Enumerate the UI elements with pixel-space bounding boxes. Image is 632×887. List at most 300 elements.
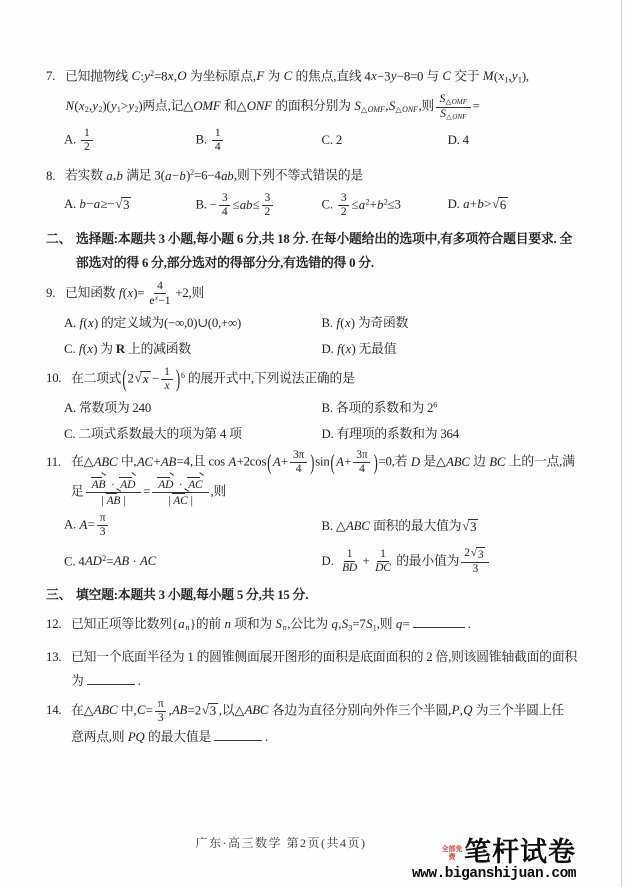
option-cell [64, 197, 196, 214]
fraction [212, 127, 224, 154]
text-run: . [137, 674, 141, 689]
question-12-line-1 [46, 612, 612, 641]
option-cell [322, 338, 612, 357]
math-variable: ONF [452, 112, 467, 121]
text-run: B. [321, 316, 336, 331]
text-run: 为坐标原点, [186, 69, 256, 84]
text-run: −8=0 与 [396, 69, 442, 84]
text-run: )两点,记△ [138, 99, 193, 114]
option-cell [64, 338, 322, 357]
text-run: D. 有理项的系数和为 364 [321, 427, 459, 442]
math-variable: q [395, 616, 403, 631]
math-variable: OMF [193, 99, 221, 114]
question-11-line-1 [46, 449, 612, 476]
math-variable: PQ [127, 730, 145, 745]
math-variable: S [366, 616, 373, 631]
text-run: , [173, 69, 177, 84]
text-run: 3 [264, 192, 271, 205]
text-run: D. [321, 342, 337, 357]
math-variable: A [272, 454, 281, 469]
numerator [344, 548, 356, 562]
text-run: △ [446, 112, 452, 121]
text-run: , [508, 69, 512, 84]
question-number: 9. [46, 285, 56, 300]
superscript [433, 401, 437, 410]
numerator [262, 192, 274, 206]
text-run: 1 [116, 105, 121, 115]
radical-sign-icon: √ [470, 546, 477, 559]
text-run: 3 [221, 192, 228, 205]
options-9-row-1 [46, 312, 612, 331]
question-11-line-2 [71, 477, 612, 508]
text-run: 已知抛物线 [65, 69, 131, 84]
text-run: B. 各项的系数和为 2 [321, 401, 434, 416]
option-cell [196, 127, 322, 154]
text-run: C. 2 [321, 133, 343, 148]
text-run: 3 [123, 198, 130, 213]
numerator [219, 192, 231, 206]
math-variable: ab [221, 168, 234, 183]
fraction [155, 698, 167, 725]
text-run: ) 为 [93, 342, 116, 357]
text-run: 为三个半圆上任 [472, 703, 564, 718]
numerator [154, 280, 166, 294]
text-run: +2cos [236, 454, 267, 469]
text-run: 上的一点,满 [505, 454, 575, 469]
question-13-line-2 [71, 669, 612, 694]
math-variable: b [477, 197, 484, 212]
math-variable: x [345, 342, 351, 357]
text-run: +2,则 [175, 285, 205, 300]
radicand [121, 197, 131, 214]
text-run: 上的减函数 [124, 342, 191, 357]
math-variable: a [93, 197, 100, 212]
text-run: 在△ [71, 703, 94, 718]
text-run: 的最小值为 [396, 553, 460, 568]
math-variable: x [154, 293, 158, 302]
watermark [411, 836, 576, 882]
numerator [155, 698, 167, 712]
text-run: 6 [499, 198, 507, 213]
text-run: − [171, 168, 179, 183]
text-run: B. [195, 132, 210, 147]
text-run: 3 [340, 192, 347, 205]
text-run: 2 [365, 197, 370, 207]
text-run: 1 [164, 365, 170, 378]
question-8-line-1 [46, 161, 612, 188]
text-run: 2 [84, 105, 89, 115]
question-number: 11. [46, 454, 61, 469]
text-run: 3 [348, 623, 353, 633]
text-run: ( [493, 69, 498, 84]
fraction [353, 449, 370, 476]
numerator [212, 127, 224, 141]
math-variable: BC [489, 454, 506, 469]
option-cell [64, 512, 322, 539]
math-variable: a [358, 197, 365, 212]
text-run: 6 [180, 371, 185, 381]
text-run: ( [340, 316, 345, 331]
text-run: = [472, 99, 480, 114]
text-run: 1 [84, 126, 90, 139]
math-variable: x [78, 99, 85, 114]
numerator [161, 366, 173, 380]
math-variable: f [337, 342, 341, 357]
vector: AD [158, 478, 174, 491]
option-cell [64, 423, 322, 442]
text-run: = [87, 517, 95, 532]
fraction [219, 192, 231, 219]
denominator [262, 206, 274, 219]
footer-text: 广东·高三数学 第2页(共4页) [195, 836, 367, 850]
fraction [152, 477, 208, 508]
text-run: ( [122, 285, 127, 300]
text-run: · [129, 554, 140, 569]
text-run: ,以△ [218, 703, 245, 718]
math-variable: x [344, 316, 351, 331]
text-run: ) 的定义域为(−∞,0)∪(0,+∞) [93, 316, 242, 331]
text-run: , [88, 99, 92, 114]
math-variable: OMF [367, 105, 385, 115]
text-run: 的最大值是 [145, 730, 212, 745]
text-run: 1 [504, 75, 509, 85]
fraction [86, 477, 142, 508]
math-variable: x [87, 316, 94, 331]
big-paren: ( [330, 450, 335, 475]
math-variable: M [482, 69, 494, 84]
text-run: > [484, 197, 492, 212]
denominator [293, 463, 305, 476]
fraction [81, 127, 93, 154]
text-run: ≤ [232, 197, 240, 212]
text-run: 交于 [451, 69, 483, 84]
question-7-line-1 [46, 62, 612, 93]
square-root [115, 197, 131, 214]
text-run: , [385, 99, 389, 114]
text-run: = [402, 616, 410, 631]
text-run: ,则 [210, 484, 227, 499]
numerator [152, 477, 208, 493]
text-run: + [469, 197, 477, 212]
section-2-header-line-1 [46, 227, 612, 252]
math-variable: A [228, 454, 237, 469]
text-run: ≤ [351, 197, 359, 212]
vector: AB [91, 478, 106, 491]
fraction [372, 548, 395, 575]
option-cell [196, 192, 322, 219]
fraction [262, 192, 274, 219]
question-9 [46, 280, 612, 308]
text-run: · [108, 478, 118, 491]
text-run: = [145, 703, 153, 718]
text-run: 已知一个底面半径为 1 的圆锥侧面展开图形的面积是底面面积的 2 倍,则该圆锥轴截面的面积 [71, 649, 578, 664]
question-13 [46, 645, 612, 694]
option-cell [64, 554, 322, 569]
math-variable: C [283, 69, 292, 84]
text-run: 边 [470, 454, 489, 469]
text-run: 项和为 [231, 616, 276, 631]
text-run: A. [64, 132, 80, 147]
math-variable: S [388, 99, 396, 114]
math-variable: ab [239, 197, 253, 212]
option-cell [322, 547, 612, 577]
fraction [290, 449, 307, 476]
square-root [471, 547, 486, 562]
text-run: sin [315, 454, 330, 469]
vector: AC [173, 494, 188, 507]
option-cell [448, 133, 612, 148]
question-number: 13. [46, 649, 62, 664]
denominator [470, 563, 482, 576]
watermark-row [412, 836, 576, 867]
math-variable: a [178, 616, 185, 631]
text-run: B. − [195, 197, 217, 212]
text-run: 在△ [71, 454, 94, 469]
math-variable: n [185, 623, 190, 633]
option-cell [322, 133, 448, 148]
text-run: D. [447, 197, 463, 212]
text-run: ) [186, 168, 191, 183]
scan-edge-line [621, 0, 622, 887]
watermark-url: www.biganshijuan.com [411, 865, 576, 882]
math-variable: f [78, 342, 83, 357]
text-run: : [140, 69, 144, 84]
fraction [161, 366, 173, 393]
denominator [437, 108, 470, 121]
math-variable: b [79, 197, 86, 212]
text-run: =6−4 [194, 168, 221, 183]
denominator [146, 294, 173, 308]
math-variable: OMF [451, 98, 468, 107]
text-run: + [362, 553, 370, 568]
math-variable: a [106, 168, 113, 183]
text-run: C. 4 [64, 554, 85, 569]
square-root [135, 371, 151, 388]
text-run: 的焦点,直线 4 [292, 69, 371, 84]
big-paren: ) [373, 450, 378, 475]
denominator [161, 380, 173, 393]
text-run: 部选对的得 6 分,部分选对的得部分分,有选错的得 0 分. [76, 256, 374, 271]
math-variable: AD [85, 554, 102, 569]
question-13-line-1 [46, 645, 612, 670]
text-run: , [168, 703, 172, 718]
fraction [436, 93, 470, 121]
text-run: ,公比为 [287, 616, 331, 631]
question-number: 12. [46, 616, 62, 631]
text-run: ) 为奇函数 [350, 316, 409, 331]
text-run: 1 [214, 126, 221, 139]
text-run: 2 [150, 69, 155, 78]
text-run: A. [64, 517, 80, 532]
text-run: )( [102, 99, 111, 114]
text-run: · [176, 478, 186, 491]
watermark-free-label: 全部免费 [441, 845, 463, 862]
denominator [97, 526, 109, 539]
big-paren: ( [267, 450, 272, 475]
section-3-header [46, 583, 612, 608]
text-run: 2 [102, 553, 107, 563]
text-run: 1 [517, 75, 522, 85]
text-run: 在二项式 [71, 371, 122, 386]
math-variable: b [376, 197, 384, 212]
option-cell [64, 127, 196, 154]
text-run: =8 [154, 69, 168, 84]
denominator [356, 463, 368, 476]
question-10-line-1 [46, 364, 612, 393]
vector: AC [188, 478, 203, 491]
radical-sign-icon: √ [201, 703, 209, 718]
math-variable: F [256, 69, 264, 84]
math-variable: f [79, 316, 83, 331]
options-7 [46, 127, 612, 154]
option-cell [322, 192, 448, 219]
text-run: + [280, 454, 288, 469]
text-run: 和△ [221, 99, 247, 114]
text-run: 为 [264, 69, 284, 84]
text-run: 2 [464, 546, 470, 559]
math-variable: a [165, 168, 172, 183]
text-run: 意两点,则 [71, 730, 128, 745]
text-run: + [153, 454, 161, 469]
question-number: 二、 [46, 231, 72, 246]
square-root [202, 703, 218, 720]
math-variable: a [463, 197, 470, 212]
math-variable: DC [375, 561, 391, 574]
text-run: 2 [98, 105, 103, 115]
square-root [492, 197, 508, 214]
text-run: | [101, 494, 104, 507]
radical-sign-icon: √ [115, 197, 123, 212]
vector: AD [120, 478, 136, 491]
text-run: A. [64, 197, 80, 212]
text-run: 2 [84, 141, 90, 154]
text-run: 3 [470, 520, 477, 535]
option-cell [448, 197, 612, 214]
text-run: ≥− [100, 197, 115, 212]
text-run: 2 [383, 197, 388, 207]
denominator [81, 141, 93, 154]
text-run: , [113, 168, 116, 183]
fraction [97, 512, 109, 539]
text-run: D. [321, 553, 337, 568]
text-run: 4 [214, 141, 221, 154]
option-cell [322, 515, 612, 536]
text-run: ( [82, 342, 87, 357]
text-run: 1 [380, 547, 386, 560]
text-run: 足 [71, 484, 84, 499]
math-variable: f [118, 285, 123, 300]
radical-sign-icon: √ [134, 371, 142, 386]
math-variable: Q [463, 703, 473, 718]
question-9-line-1 [46, 279, 612, 308]
text-run: | [123, 494, 126, 507]
radicand [476, 547, 486, 562]
subscript [446, 98, 468, 106]
question-12 [46, 612, 612, 641]
exam-body [46, 62, 612, 754]
text-run: =7 [352, 616, 366, 631]
text-run: ,则下列不等式错误的是 [233, 168, 363, 183]
numerator [353, 449, 370, 463]
text-run: 3 [99, 526, 106, 539]
options-9-row-2 [46, 338, 612, 357]
text-run: , [459, 703, 463, 718]
text-run: 已知正项等比数列{ [71, 616, 178, 631]
options-10-row-1 [46, 397, 612, 416]
math-variable: S [354, 99, 361, 114]
math-variable: S [439, 93, 446, 106]
text-run: ( [83, 316, 88, 331]
numerator [436, 93, 470, 107]
text-run: 4 [359, 463, 365, 476]
math-variable: x [167, 69, 174, 84]
text-run: − [86, 197, 94, 212]
fraction [461, 547, 489, 577]
text-run: 3π [292, 449, 305, 462]
math-variable: x [164, 380, 170, 392]
vector: AB [106, 494, 121, 507]
denominator [155, 712, 167, 725]
text-run: . [265, 730, 269, 745]
denominator [165, 493, 196, 508]
text-run: ), [521, 69, 529, 84]
numerator [86, 477, 142, 493]
math-variable: b [179, 168, 186, 183]
text-run: 6 [433, 400, 438, 410]
radicand [208, 703, 218, 720]
options-11-row-1 [46, 512, 612, 539]
text-run: ( [74, 99, 79, 114]
text-run: = [143, 484, 151, 499]
text-run: + [344, 454, 352, 469]
radicand [140, 371, 150, 388]
text-run: 是△ [420, 454, 446, 469]
math-variable: O [177, 69, 187, 84]
math-variable: y [390, 69, 397, 84]
numerator [97, 512, 109, 526]
text-run: | [190, 494, 193, 507]
text-run: ) 无最值 [351, 342, 397, 357]
big-paren: ) [175, 365, 180, 393]
text-run: 选择题:本题共 3 小题,每小题 6 分,共 18 分. 在每小题给出的选项中,有多项符合题目要求. 全 [76, 231, 573, 246]
math-variable: ABC [346, 519, 370, 534]
text-run: 3 [209, 704, 216, 719]
text-run: π [99, 512, 106, 525]
section-3-header-line-1 [46, 583, 612, 608]
math-variable: n [224, 616, 231, 631]
math-variable: ABC [244, 703, 269, 718]
math-variable: ONF [246, 99, 272, 114]
numerator [81, 127, 93, 141]
numerator [338, 192, 350, 206]
option-cell [322, 312, 612, 331]
question-8 [46, 161, 612, 188]
subscript [361, 105, 385, 114]
blank-fill [87, 672, 135, 685]
radical-sign-icon: √ [462, 519, 470, 534]
text-run: }的前 [189, 616, 225, 631]
section-2-header-line-2 [76, 251, 612, 276]
text-run: 3 [472, 563, 479, 576]
math-variable: f [336, 316, 340, 331]
math-variable: q [331, 616, 338, 631]
question-10 [46, 364, 612, 393]
text-run: | [168, 494, 171, 507]
text-run: △ [445, 98, 452, 107]
text-run: D. 4 [447, 133, 469, 148]
text-run: 4 [295, 463, 302, 476]
question-number: 8. [46, 168, 56, 183]
